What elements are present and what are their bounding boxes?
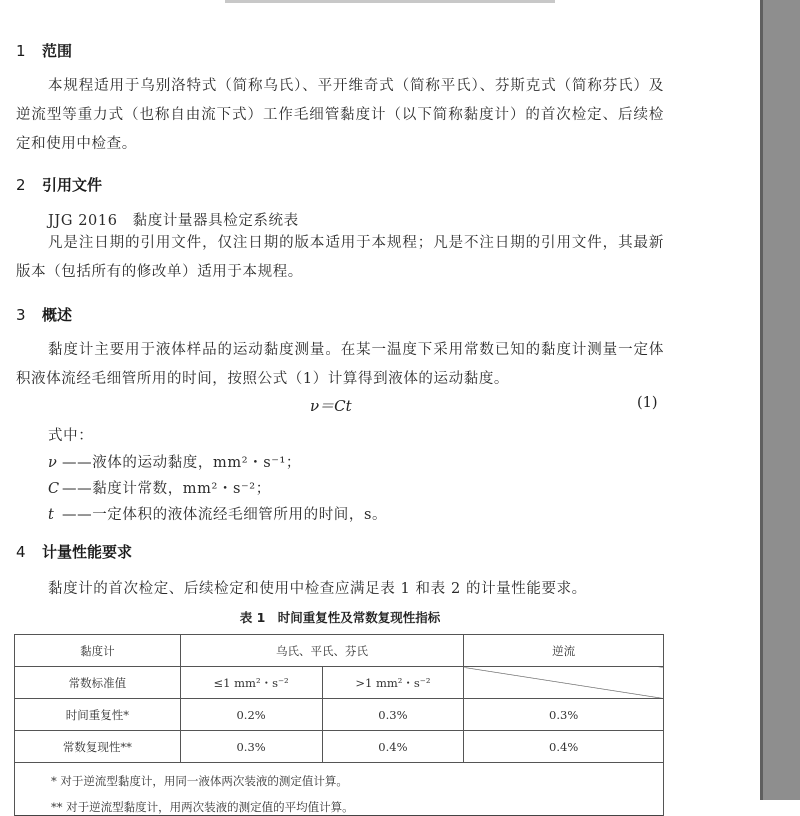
formula: ν＝Ct	[310, 397, 352, 415]
table-cell: >1 mm²・s⁻²	[322, 667, 464, 699]
variable-definition	[48, 477, 271, 498]
variable-definition	[48, 451, 301, 472]
section-title: 计量性能要求	[42, 543, 133, 561]
table-cell: 0.2%	[180, 699, 322, 731]
table-cell: 0.3%	[464, 699, 664, 731]
variable-symbol: t	[48, 507, 55, 523]
performance-table	[14, 634, 664, 816]
section-3-heading	[16, 304, 72, 325]
section-number: 2	[16, 176, 26, 194]
table-cell: 常数标准值	[15, 667, 181, 699]
table-header-row	[15, 635, 664, 667]
diagonal-empty-cell	[464, 667, 664, 699]
row-label: 常数复现性**	[15, 731, 181, 763]
variable-description: ——液体的运动黏度，mm²・s⁻¹；	[62, 455, 302, 471]
section-1-heading	[16, 40, 72, 61]
table-header-cell: 乌氏、平氏、芬氏	[180, 635, 464, 667]
where-label: 式中：	[48, 428, 94, 444]
row-label: 时间重复性*	[15, 699, 181, 731]
variable-symbol: C	[48, 481, 60, 497]
overview-paragraph: 黏度计主要用于液体样品的运动黏度测量。在某一温度下采用常数已知的黏度计测量一定体积液体流经毛细管所用的时间，按照公式（1）计算得到液体的运动黏度。	[16, 342, 664, 387]
table-note-row	[15, 799, 664, 816]
section-title: 概述	[42, 306, 73, 324]
table-cell: ≤1 mm²・s⁻²	[180, 667, 322, 699]
variable-description: ——一定体积的液体流经毛细管所用的时间，s。	[62, 507, 388, 523]
table-header-cell: 逆流	[464, 635, 664, 667]
table-cell: 0.4%	[322, 731, 464, 763]
variable-description: ——黏度计常数，mm²・s⁻²；	[62, 481, 271, 497]
table-cell: 0.3%	[180, 731, 322, 763]
table-cell: 0.4%	[464, 731, 664, 763]
table-subheader-row	[15, 667, 664, 699]
table-note: ** 对于逆流型黏度计，用两次装液的测定值的平均值计算。	[15, 799, 664, 816]
section-title: 引用文件	[42, 176, 103, 194]
clipped-top-line	[225, 0, 555, 3]
table-caption: 表 1 时间重复性及常数复现性指标	[239, 610, 441, 625]
variable-symbol: ν	[48, 455, 58, 471]
section-number: 4	[16, 543, 26, 561]
section-4-heading	[16, 541, 132, 562]
section-2-heading	[16, 174, 102, 195]
table-header-cell: 黏度计	[15, 635, 181, 667]
table-cell: 0.3%	[322, 699, 464, 731]
table-row	[15, 699, 664, 731]
table-note-row	[15, 763, 664, 800]
viewer-scroll-strip[interactable]	[760, 0, 800, 800]
section-number: 1	[16, 42, 26, 60]
reference-paragraph: 凡是注日期的引用文件，仅注日期的版本适用于本规程；凡是不注日期的引用文件，其最新版本（包括所有的修改单）适用于本规程。	[16, 235, 664, 280]
section-title: 范围	[42, 42, 73, 60]
section-number: 3	[16, 306, 26, 324]
equation-number: (1)	[637, 395, 658, 411]
scroll-strip-edge	[760, 0, 763, 800]
variable-definition	[48, 503, 387, 524]
reference-item: JJG 2016 黏度计量器具检定系统表	[48, 213, 299, 229]
table-note: * 对于逆流型黏度计，用同一液体两次装液的测定值计算。	[15, 763, 664, 800]
scope-paragraph: 本规程适用于乌别洛特式（简称乌氏）、平开维奇式（简称平氏）、芬斯克式（简称芬氏）及逆流型等重力式（也称自由流下式）工作毛细管黏度计（以下简称黏度计）的首次检定、后续检定和使用中检查。	[16, 78, 664, 152]
requirements-paragraph: 黏度计的首次检定、后续检定和使用中检查应满足表 1 和表 2 的计量性能要求。	[48, 581, 587, 597]
table-row	[15, 731, 664, 763]
